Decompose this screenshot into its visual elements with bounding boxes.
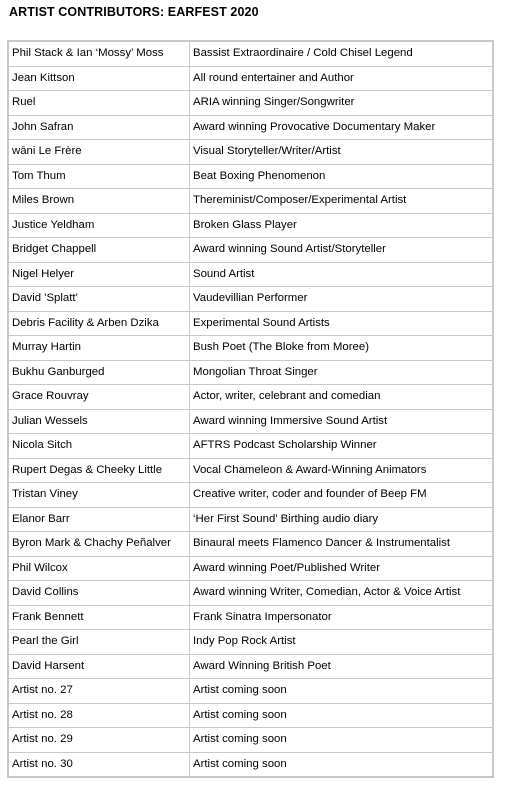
artist-description-cell: ARIA winning Singer/Songwriter <box>190 91 494 116</box>
artist-description-cell: ‘Her First Sound’ Birthing audio diary <box>190 507 494 532</box>
artist-description-cell: Mongolian Throat Singer <box>190 360 494 385</box>
page-title: ARTIST CONTRIBUTORS: EARFEST 2020 <box>9 5 259 19</box>
artist-name-cell: Tom Thum <box>8 164 190 189</box>
artist-rows <box>8 41 493 777</box>
artist-name-cell: Miles Brown <box>8 189 190 214</box>
table-row <box>8 483 493 508</box>
table-row <box>8 385 493 410</box>
artist-name-cell: Frank Bennett <box>8 605 190 630</box>
artist-description-cell: Award winning Immersive Sound Artist <box>190 409 494 434</box>
artist-name-cell: Nicola Sitch <box>8 434 190 459</box>
table-row <box>8 458 493 483</box>
artist-name-cell: Byron Mark & Chachy Peñalver <box>8 532 190 557</box>
artist-name-cell: Ruel <box>8 91 190 116</box>
artist-description-cell: Frank Sinatra Impersonator <box>190 605 494 630</box>
artist-name-cell: Nigel Helyer <box>8 262 190 287</box>
table-row <box>8 556 493 581</box>
table-row <box>8 287 493 312</box>
artist-name-cell: Elanor Barr <box>8 507 190 532</box>
artist-description-cell: Award winning Poet/Published Writer <box>190 556 494 581</box>
artist-name-cell: Julian Wessels <box>8 409 190 434</box>
table-row <box>8 532 493 557</box>
table-row <box>8 434 493 459</box>
table-row <box>8 728 493 753</box>
artist-name-cell: Artist no. 29 <box>8 728 190 753</box>
artist-description-cell: Artist coming soon <box>190 679 494 704</box>
artist-name-cell: David 'Splatt' <box>8 287 190 312</box>
table-row <box>8 654 493 679</box>
artist-description-cell: Vaudevillian Performer <box>190 287 494 312</box>
artist-name-cell: Debris Facility & Arben Dzika <box>8 311 190 336</box>
artist-description-cell: Award Winning British Poet <box>190 654 494 679</box>
artist-name-cell: Rupert Degas & Cheeky Little <box>8 458 190 483</box>
table-row <box>8 189 493 214</box>
artist-description-cell: All round entertainer and Author <box>190 66 494 91</box>
artist-description-cell: Award winning Provocative Documentary Maker <box>190 115 494 140</box>
artist-name-cell: Phil Wilcox <box>8 556 190 581</box>
artist-description-cell: Award winning Sound Artist/Storyteller <box>190 238 494 263</box>
table-row <box>8 115 493 140</box>
table-row <box>8 213 493 238</box>
artist-description-cell: Experimental Sound Artists <box>190 311 494 336</box>
artist-description-cell: Beat Boxing Phenomenon <box>190 164 494 189</box>
artist-name-cell: Justice Yeldham <box>8 213 190 238</box>
artist-description-cell: Artist coming soon <box>190 703 494 728</box>
table-row <box>8 41 493 66</box>
artist-description-cell: Artist coming soon <box>190 752 494 777</box>
artist-name-cell: Artist no. 27 <box>8 679 190 704</box>
table-row <box>8 703 493 728</box>
artist-name-cell: David Collins <box>8 581 190 606</box>
table-row <box>8 238 493 263</box>
table-row <box>8 605 493 630</box>
table-row <box>8 679 493 704</box>
artist-name-cell: Murray Hartin <box>8 336 190 361</box>
artist-description-cell: Sound Artist <box>190 262 494 287</box>
artist-name-cell: Pearl the Girl <box>8 630 190 655</box>
artist-name-cell: Phil Stack & Ian ‘Mossy’ Moss <box>8 41 190 66</box>
table-row <box>8 409 493 434</box>
artist-description-cell: Vocal Chameleon & Award-Winning Animators <box>190 458 494 483</box>
artist-description-cell: Indy Pop Rock Artist <box>190 630 494 655</box>
artist-name-cell: Bridget Chappell <box>8 238 190 263</box>
artist-description-cell: Artist coming soon <box>190 728 494 753</box>
artist-description-cell: Award winning Writer, Comedian, Actor & Voice Artist <box>190 581 494 606</box>
artist-description-cell: Actor, writer, celebrant and comedian <box>190 385 494 410</box>
table-row <box>8 140 493 165</box>
artist-description-cell: Creative writer, coder and founder of Beep FM <box>190 483 494 508</box>
table-row <box>8 262 493 287</box>
artist-description-cell: Bush Poet (The Bloke from Moree) <box>190 336 494 361</box>
artist-name-cell: Grace Rouvray <box>8 385 190 410</box>
table-row <box>8 91 493 116</box>
artist-description-cell: Bassist Extraordinaire / Cold Chisel Legend <box>190 41 494 66</box>
table-row <box>8 581 493 606</box>
artist-description-cell: Visual Storyteller/Writer/Artist <box>190 140 494 165</box>
table-row <box>8 752 493 777</box>
artist-description-cell: Thereminist/Composer/Experimental Artist <box>190 189 494 214</box>
artist-name-cell: Artist no. 30 <box>8 752 190 777</box>
table-row <box>8 360 493 385</box>
artist-contributors-table <box>7 40 494 778</box>
artist-name-cell: Artist no. 28 <box>8 703 190 728</box>
artist-name-cell: Bukhu Ganburged <box>8 360 190 385</box>
table-row <box>8 507 493 532</box>
table-row <box>8 630 493 655</box>
artist-name-cell: wāni Le Frère <box>8 140 190 165</box>
table-row <box>8 336 493 361</box>
artist-name-cell: Tristan Viney <box>8 483 190 508</box>
artist-name-cell: John Safran <box>8 115 190 140</box>
artist-description-cell: AFTRS Podcast Scholarship Winner <box>190 434 494 459</box>
table-row <box>8 164 493 189</box>
table-row <box>8 66 493 91</box>
artist-description-cell: Broken Glass Player <box>190 213 494 238</box>
table-row <box>8 311 493 336</box>
artist-name-cell: David Harsent <box>8 654 190 679</box>
artist-name-cell: Jean Kittson <box>8 66 190 91</box>
artist-description-cell: Binaural meets Flamenco Dancer & Instrumentalist <box>190 532 494 557</box>
